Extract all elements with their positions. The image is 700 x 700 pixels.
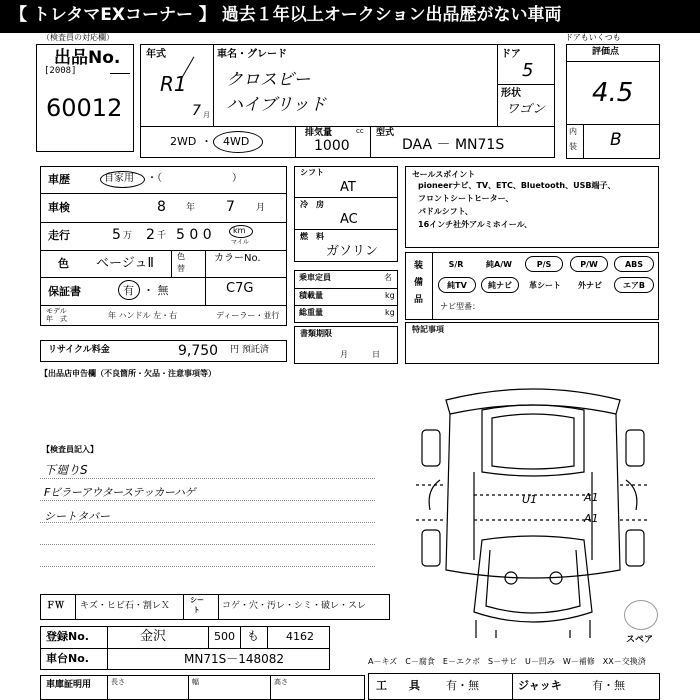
model-code: DAA － MN71S	[402, 137, 505, 153]
load-label: 積載量	[299, 291, 323, 300]
fuel: ガソリン	[326, 244, 379, 259]
color-change-2: 替	[177, 264, 185, 273]
declaration-label: 【出品店申告欄（不良箇所・欠品・注意事項等）	[40, 369, 216, 378]
interior-label-2: 装	[569, 142, 577, 151]
rear-right-wheel	[626, 430, 644, 466]
top-cut-left: （検査員の対応欄）	[42, 33, 114, 42]
equip-tv: 純TV	[438, 277, 476, 293]
vin: MN71S－148082	[184, 652, 285, 666]
score-label: 評価点	[592, 47, 620, 57]
spare-label: スペア	[626, 635, 654, 645]
displacement-label: 排気量	[305, 128, 333, 138]
equip-abs: ABS	[614, 256, 654, 272]
equip-airbag: エアB	[614, 277, 654, 293]
damage-legend: A－キズ C－腐食 E－エクボ S－サビ U－凹み W－補修 XX－交換済	[368, 657, 646, 666]
spare-circle	[624, 600, 658, 630]
model-year-label-2: 年 式	[46, 315, 67, 323]
sales-line-1: pioneerナビ、TV、ETC、Bluetooth、USB端子、	[418, 181, 616, 190]
mark-right-1: A1	[584, 491, 599, 504]
memo-label: 特記事項	[412, 325, 444, 334]
rear-left-wheel	[422, 430, 440, 466]
color-value: ベージュⅡ	[96, 256, 154, 271]
sales-line-2: フロントシートヒーター、	[418, 194, 514, 203]
history-rest: ・（ ）	[147, 173, 242, 184]
recycle-unit: 円 預託済	[230, 345, 269, 355]
fw-label: ＦＷ	[46, 601, 65, 611]
model-label: 車名・グレード	[217, 49, 287, 60]
warranty-yes: 有	[123, 284, 134, 297]
shift: AT	[340, 180, 356, 195]
history-label: 車歴	[48, 173, 70, 186]
equip-ps: P/S	[525, 256, 563, 272]
color-no: C7G	[226, 281, 254, 296]
inspection-month: 7	[226, 199, 235, 215]
fuel-label: 燃 料	[300, 232, 324, 241]
color-no-label: カラーNo.	[214, 253, 261, 264]
equipment-label-1: 装	[414, 261, 424, 271]
mileage-2: 2	[146, 227, 155, 243]
dealer: ディーラー・並行	[216, 311, 280, 320]
mileage-man-unit: 万	[123, 231, 133, 241]
inspector-label: 【検査員記入】	[42, 445, 98, 454]
body: ワゴン	[506, 102, 546, 117]
mile-unit: マイル	[231, 239, 249, 246]
equipment-label-3: 品	[414, 295, 424, 305]
equip-aw: 純A/W	[486, 259, 512, 269]
seat-items: コゲ・穴・汚レ・シミ・破レ・スレ	[222, 601, 367, 611]
car-name: クロスビー	[226, 70, 311, 90]
warranty-rest: ・ 無	[143, 284, 169, 297]
front-right-wheel	[626, 530, 644, 566]
weight-unit: kg	[385, 308, 395, 317]
cert-width: 幅	[192, 678, 199, 686]
reg-kana: も	[247, 629, 260, 643]
mark-right-2: A1	[584, 512, 599, 525]
inspection-year-unit: 年	[186, 203, 196, 213]
equip-navi: 純ナビ	[481, 277, 519, 293]
car-diagram	[416, 380, 650, 640]
weight-label: 総重量	[299, 308, 323, 317]
sales-label: セールスポイント	[412, 170, 476, 179]
recycle-label: リサイクル料金	[48, 345, 110, 355]
drive-4wd: 4WD	[223, 135, 250, 148]
equip-leather: 革シート	[529, 280, 561, 290]
note-line-1: 下廻りS	[44, 463, 88, 477]
seat-label-2: ト	[193, 606, 200, 614]
capacity-label: 乗車定員	[299, 273, 331, 282]
body-label: 形状	[501, 88, 521, 99]
cert-height: 高さ	[274, 678, 288, 686]
tools-label: 工 具	[376, 679, 420, 692]
capacity-unit: 名	[384, 273, 392, 282]
grade: ハイブリッド	[226, 95, 327, 115]
history-value: 自家用	[104, 173, 134, 184]
lot-number: 60012	[46, 94, 123, 122]
year-era: R1	[160, 72, 187, 96]
navi-label: ナビ型番：	[440, 302, 480, 311]
year-month: 7	[192, 103, 201, 119]
color-label: 色	[58, 257, 69, 270]
displacement: 1000	[314, 138, 350, 154]
load-unit: kg	[385, 291, 395, 300]
doors: 5	[522, 60, 534, 81]
drive-2wd: 2WD	[170, 135, 197, 148]
jack-value: 有・無	[592, 679, 625, 692]
roof-outline	[482, 405, 584, 476]
tools-value: 有・無	[446, 679, 479, 692]
front-left-wheel	[422, 530, 440, 566]
equip-ext-navi: 外ナビ	[578, 280, 602, 290]
year-month-unit: 月	[203, 111, 210, 119]
mark-center: U1	[522, 493, 538, 506]
model-year-label-1: モデル	[46, 307, 67, 315]
inspection-month-unit: 月	[256, 203, 266, 213]
recycle-value: 9,750	[178, 343, 219, 359]
mileage-sen-unit: 千	[157, 231, 167, 241]
docs-label: 書類期限	[300, 329, 332, 338]
jack-label: ジャッキ	[518, 679, 562, 692]
inspection-label: 車検	[48, 201, 70, 214]
details-box	[40, 166, 287, 326]
rear-spoiler	[446, 389, 620, 414]
docs-unit: 月 日	[340, 350, 380, 359]
interior-label-1: 内	[569, 127, 577, 136]
handle: 年 ハンドル 左・右	[108, 311, 178, 320]
reg-number: 4162	[286, 630, 314, 643]
inspection-year: 8	[157, 199, 166, 215]
mileage-500: 5 0 0	[176, 227, 212, 243]
reg-label: 登録No.	[46, 630, 89, 643]
cert-length: 長さ	[111, 678, 125, 686]
hood-outline	[474, 536, 592, 622]
warranty-label: 保証書	[48, 285, 81, 298]
shift-label: シフト	[300, 168, 324, 177]
km-unit: km	[233, 226, 246, 235]
sales-line-4: 16インチ社外アルミホイール、	[418, 220, 533, 229]
model-code-label: 型式	[376, 128, 395, 138]
ac-label: 冷 房	[300, 200, 324, 209]
vin-label: 車台No.	[46, 652, 89, 665]
color-change-1: 色	[177, 252, 185, 261]
equip-pw: P/W	[570, 256, 608, 272]
cert-label: 車庫証明用	[46, 680, 92, 690]
top-cut-right: ドアもいくつも	[565, 33, 621, 42]
cc-unit: cc	[356, 127, 364, 135]
year-label: 年式	[146, 49, 166, 60]
drive-dot: ・	[201, 135, 212, 148]
note-line-3: シートタバー	[44, 510, 110, 523]
fw-items: キズ・ヒビ石・割レＸ	[80, 601, 170, 611]
reg-class: 500	[214, 630, 235, 643]
reg-city: 金沢	[140, 629, 167, 644]
mileage-label: 走行	[48, 229, 70, 242]
sales-line-3: パドルシフト、	[418, 207, 473, 216]
seat-label-1: シー	[190, 596, 204, 604]
equipment-label-2: 備	[414, 278, 424, 288]
note-line-2: Fビラーアウターステッカーハゲ	[44, 486, 195, 499]
door-label: ドア	[501, 49, 521, 60]
equip-sr: S/R	[448, 259, 464, 269]
interior: B	[610, 130, 622, 150]
ac: AC	[340, 212, 358, 227]
score: 4.5	[592, 78, 634, 108]
lot-label: 出品No.	[54, 48, 121, 68]
banner-title: 【 トレタマEXコーナー 】 過去１年以上オークション出品歴がない車両	[10, 5, 562, 25]
mileage-5: 5	[112, 227, 121, 243]
lot-tag: [2008]	[44, 66, 77, 76]
